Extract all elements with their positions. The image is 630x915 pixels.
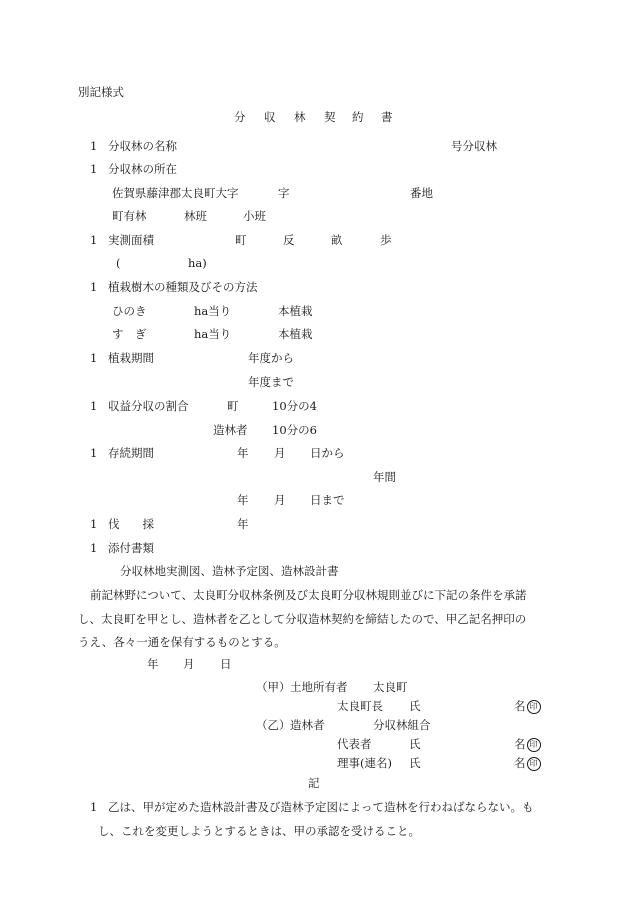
seal-icon: 印 bbox=[527, 757, 541, 771]
party-otsu-riji-shi: 氏 bbox=[409, 756, 421, 770]
item-number: 1 bbox=[90, 280, 98, 294]
condition-line: 乙は、甲が定めた造林設計書及び造林予定図によって造林を行わねばならない。も bbox=[108, 800, 534, 814]
location-rinpan: 林班 bbox=[184, 209, 207, 223]
area-cho: 町 bbox=[235, 233, 247, 247]
area-se: 畝 bbox=[331, 233, 343, 247]
item-number: 1 bbox=[90, 233, 98, 247]
item-number: 1 bbox=[90, 541, 98, 555]
duration-end-month: 月 bbox=[274, 493, 286, 507]
item-label-name: 分収林の名称 bbox=[108, 139, 177, 153]
item-number: 1 bbox=[90, 162, 98, 176]
item-label-planting-period: 植栽期間 bbox=[108, 351, 154, 365]
location-shohan: 小班 bbox=[243, 209, 266, 223]
party-otsu-role: 造林者 bbox=[290, 718, 325, 732]
item-label-profit-share: 収益分収の割合 bbox=[108, 399, 189, 413]
area-tan: 反 bbox=[283, 233, 295, 247]
area-bu: 歩 bbox=[380, 233, 392, 247]
party-otsu-riji: 理事(連名) bbox=[337, 756, 392, 770]
title-char: 契 bbox=[324, 110, 336, 124]
party-otsu-rep: 代表者 bbox=[337, 737, 372, 751]
area-ha-open: ( bbox=[116, 256, 121, 270]
mei-label: 名 bbox=[514, 756, 526, 770]
party-kou-shi: 氏 bbox=[409, 699, 421, 713]
item-label-area: 実測面積 bbox=[108, 233, 154, 247]
species-method: 本植栽 bbox=[278, 327, 313, 341]
mei-label: 名 bbox=[514, 699, 526, 713]
condition-line: し、これを変更しようとするときは、甲の承認を受けること。 bbox=[98, 824, 420, 838]
item-label-duration: 存続期間 bbox=[108, 446, 154, 460]
attachments-list: 分収林地実測図、造林予定図、造林設計書 bbox=[120, 564, 339, 578]
species-rate: ha当り bbox=[194, 327, 232, 341]
location-banchi: 番地 bbox=[410, 186, 433, 200]
seal-icon: 印 bbox=[527, 700, 541, 714]
party-otsu-org: 分収林組合 bbox=[373, 718, 431, 732]
species-name: す ぎ bbox=[112, 327, 147, 341]
duration-start-month: 月 bbox=[274, 446, 286, 460]
item-label-species: 植栽樹木の種類及びその方法 bbox=[108, 280, 258, 294]
item-number: 1 bbox=[90, 446, 98, 460]
party-otsu-rep-shi: 氏 bbox=[409, 737, 421, 751]
title-char: 分 bbox=[234, 110, 246, 124]
party-kou-title: 太良町長 bbox=[337, 699, 383, 713]
location-address: 佐賀県藤津郡太良町大字 bbox=[112, 186, 239, 200]
form-label: 別記様式 bbox=[78, 85, 124, 99]
title-char: 林 bbox=[294, 110, 306, 124]
mei-label: 名 bbox=[514, 737, 526, 751]
party-kou-mark: （甲） bbox=[256, 680, 291, 694]
forest-number-suffix: 号分収林 bbox=[451, 139, 497, 153]
seal-icon: 印 bbox=[527, 738, 541, 752]
ki-heading: 記 bbox=[308, 776, 320, 790]
share-party-planter: 造林者 bbox=[213, 423, 248, 437]
planting-from: 年度から bbox=[248, 351, 294, 365]
species-rate: ha当り bbox=[194, 304, 232, 318]
felling-year: 年 bbox=[237, 517, 249, 531]
title-char: 収 bbox=[264, 110, 276, 124]
preamble-line: 前記林野について、太良町分収林条例及び太良町分収林規則並びに下記の条件を承諾 bbox=[90, 588, 527, 602]
party-otsu-mark: （乙） bbox=[256, 718, 291, 732]
duration-start-year: 年 bbox=[237, 446, 249, 460]
location-forest-type: 町有林 bbox=[112, 209, 147, 223]
duration-end-day: 日まで bbox=[310, 493, 345, 507]
party-kou-name: 太良町 bbox=[373, 680, 408, 694]
item-number: 1 bbox=[90, 399, 98, 413]
item-label-attachments: 添付書類 bbox=[108, 541, 154, 555]
item-number: 1 bbox=[90, 139, 98, 153]
preamble-line: うえ、各々一通を保有するものとする。 bbox=[78, 635, 286, 649]
location-aza: 字 bbox=[278, 186, 290, 200]
item-number: 1 bbox=[90, 351, 98, 365]
species-method: 本植栽 bbox=[278, 304, 313, 318]
duration-end-year: 年 bbox=[237, 493, 249, 507]
party-otsu-rep-mei bbox=[514, 737, 541, 752]
share-ratio-planter: 10分の6 bbox=[272, 423, 317, 437]
duration-years: 年間 bbox=[373, 470, 396, 484]
date-day: 日 bbox=[220, 657, 232, 671]
date-year: 年 bbox=[147, 657, 159, 671]
party-kou-role: 土地所有者 bbox=[290, 680, 348, 694]
duration-start-day: 日から bbox=[310, 446, 345, 460]
planting-to: 年度まで bbox=[248, 375, 294, 389]
title-char: 書 bbox=[381, 110, 393, 124]
item-number: 1 bbox=[90, 517, 98, 531]
preamble-line: し、太良町を甲とし、造林者を乙として分収造林契約を締結したので、甲乙記名押印の bbox=[78, 612, 527, 626]
party-otsu-riji-mei bbox=[514, 756, 541, 771]
share-party-town: 町 bbox=[227, 399, 239, 413]
title-char: 約 bbox=[352, 110, 364, 124]
area-ha-close: ha) bbox=[188, 256, 207, 270]
share-ratio-town: 10分の4 bbox=[272, 399, 317, 413]
item-label-location: 分収林の所在 bbox=[108, 162, 177, 176]
item-label-felling: 伐 採 bbox=[108, 517, 154, 531]
condition-number: 1 bbox=[90, 800, 98, 814]
date-month: 月 bbox=[183, 657, 195, 671]
party-kou-mei bbox=[514, 699, 541, 714]
species-name: ひのき bbox=[112, 304, 147, 318]
